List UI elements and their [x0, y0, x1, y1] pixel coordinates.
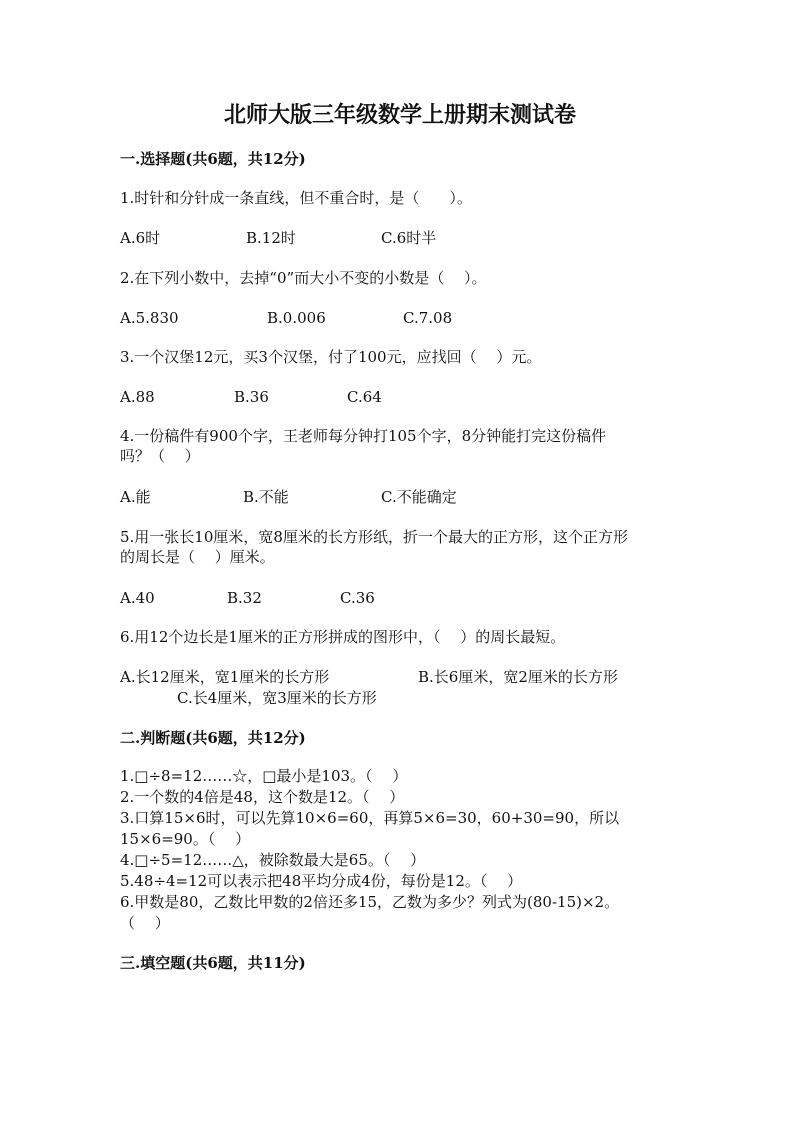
question-5-stem-line-1: 5.用一张长10厘米，宽8厘米的长方形纸，折一个最大的正方形，这个正方形 [120, 528, 628, 546]
question-6-stem: 6.用12个边长是1厘米的正方形拼成的图形中，（ ）的周长最短。 [120, 628, 566, 646]
section-heading-judge: 二.判断题(共6题，共12分) [120, 729, 306, 747]
judge-line-8: （ ） [120, 914, 170, 932]
question-4-stem-line-1: 4.一份稿件有900个字，王老师每分钟打105个字，8分钟能打完这份稿件 [120, 427, 607, 445]
question-2-option-b: B.0.006 [267, 309, 326, 327]
question-3-option-b: B.36 [234, 388, 269, 406]
question-6-option-c: C.长4厘米，宽3厘米的长方形 [177, 689, 377, 707]
question-3-stem: 3.一个汉堡12元，买3个汉堡，付了100元，应找回（ ）元。 [120, 348, 542, 366]
question-4-stem-line-2: 吗？（ ） [120, 447, 200, 465]
judge-line-6: 5.48÷4=12可以表示把48平均分成4份，每份是12。（ ） [120, 872, 523, 890]
judge-line-4: 15×6=90。（ ） [120, 830, 251, 848]
question-4-option-c: C.不能确定 [381, 488, 457, 506]
question-3-option-c: C.64 [347, 388, 382, 406]
page-title: 北师大版三年级数学上册期末测试卷 [223, 102, 576, 128]
question-5-option-b: B.32 [227, 589, 262, 607]
question-1-stem: 1.时针和分针成一条直线，但不重合时，是（ ）。 [120, 189, 472, 207]
question-4-option-b: B.不能 [243, 488, 289, 506]
question-2-option-c: C.7.08 [403, 309, 453, 327]
question-2-stem: 2.在下列小数中，去掉“0”而大小不变的小数是（ ）。 [120, 269, 487, 287]
question-6-option-a: A.长12厘米，宽1厘米的长方形 [120, 668, 330, 686]
question-1-option-c: C.6时半 [381, 229, 437, 247]
question-3-option-a: A.88 [120, 388, 155, 406]
question-5-stem-line-2: 的周长是（ ）厘米。 [120, 548, 275, 566]
section-heading-choice: 一.选择题(共6题，共12分) [120, 150, 306, 168]
judge-line-5: 4.□÷5=12……△，被除数最大是65。（ ） [120, 851, 426, 869]
judge-line-3: 3.口算15×6时，可以先算10×6=60，再算5×6=30，60+30=90，所以 [120, 809, 620, 827]
question-2-option-a: A.5.830 [120, 309, 179, 327]
section-heading-fill: 三.填空题(共6题，共11分) [120, 954, 306, 972]
question-5-option-c: C.36 [340, 589, 375, 607]
judge-line-7: 6.甲数是80，乙数比甲数的2倍还多15，乙数为多少？列式为(80-15)×2。 [120, 893, 620, 911]
question-6-option-b: B.长6厘米，宽2厘米的长方形 [418, 668, 618, 686]
question-1-option-b: B.12时 [246, 229, 296, 247]
question-4-option-a: A.能 [120, 488, 151, 506]
judge-line-2: 2.一个数的4倍是48，这个数是12。（ ） [120, 788, 405, 806]
judge-line-1: 1.□÷8=12……☆，□最小是103。（ ） [120, 767, 408, 785]
question-5-option-a: A.40 [120, 589, 155, 607]
question-1-option-a: A.6时 [120, 229, 161, 247]
